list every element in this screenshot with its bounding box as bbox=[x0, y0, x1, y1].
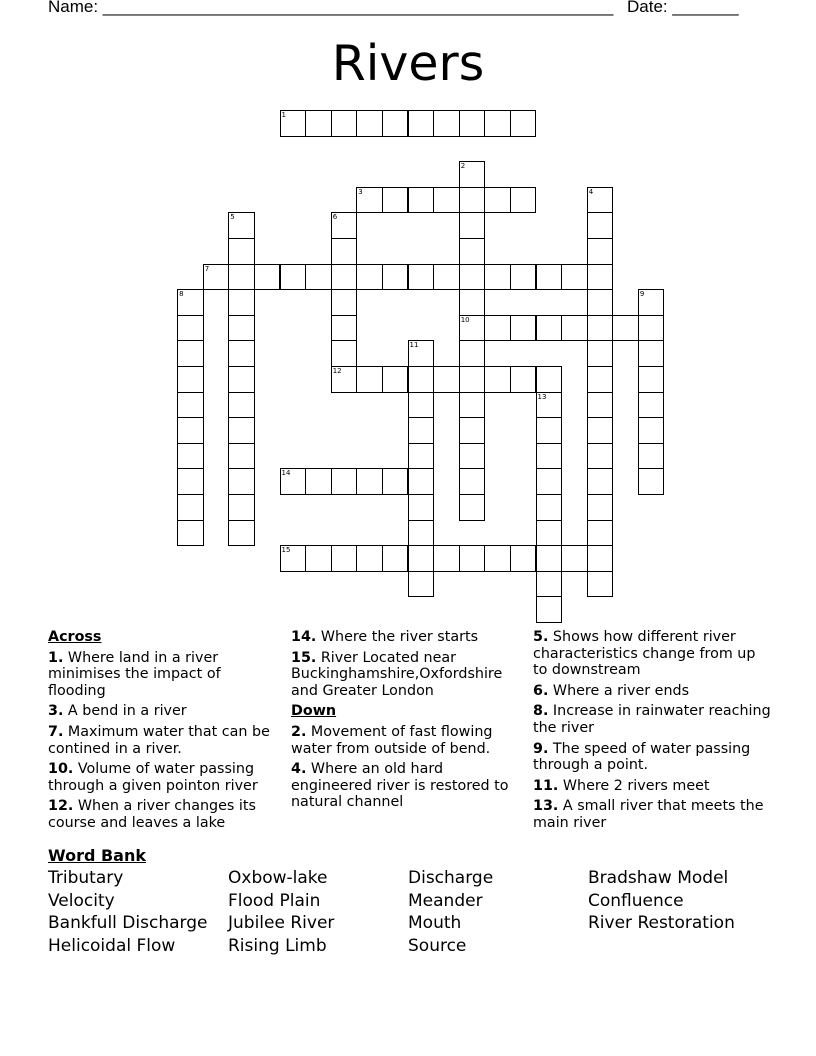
grid-cell[interactable] bbox=[408, 110, 435, 137]
grid-cell[interactable] bbox=[331, 110, 358, 137]
word-bank-title: Word Bank bbox=[48, 846, 147, 865]
clue-number: 10 bbox=[460, 315, 470, 324]
grid-cell[interactable] bbox=[587, 545, 614, 572]
grid-cell[interactable] bbox=[536, 443, 563, 470]
grid-cell[interactable] bbox=[459, 187, 486, 214]
clue-number: 4. bbox=[291, 761, 307, 778]
word-bank-item: Bradshaw Model bbox=[588, 868, 729, 888]
clue-text: The speed of water passing through a point. bbox=[533, 740, 751, 774]
clue bbox=[48, 724, 270, 757]
grid-cell[interactable] bbox=[484, 110, 511, 137]
grid-cell[interactable] bbox=[587, 289, 614, 316]
grid-cell[interactable] bbox=[459, 110, 486, 137]
clue-number: 1 bbox=[281, 111, 286, 119]
word-bank-item: Source bbox=[408, 935, 467, 956]
word-bank-item: Rising Limb bbox=[228, 935, 327, 956]
grid-cell[interactable] bbox=[484, 264, 511, 291]
grid-cell[interactable] bbox=[536, 571, 563, 598]
grid-cell[interactable] bbox=[459, 315, 486, 342]
grid-cell[interactable] bbox=[356, 468, 383, 495]
clue-number: 6 bbox=[332, 213, 338, 222]
grid-cell[interactable] bbox=[587, 187, 614, 214]
grid-cell[interactable] bbox=[408, 340, 435, 367]
clue bbox=[533, 798, 773, 831]
word-bank-item: Confluence bbox=[588, 890, 684, 911]
clue-number: 14 bbox=[281, 469, 291, 478]
grid-cell[interactable] bbox=[510, 545, 537, 572]
grid-cell[interactable] bbox=[228, 315, 255, 342]
date-field-label[interactable]: Date: _______ bbox=[627, 0, 739, 16]
clue-number: 2 bbox=[460, 162, 466, 171]
grid-cell[interactable] bbox=[331, 289, 358, 316]
grid-cell[interactable] bbox=[638, 443, 665, 470]
grid-cell[interactable] bbox=[177, 289, 204, 316]
clue-number: 3. bbox=[48, 703, 64, 720]
grid-cell[interactable] bbox=[510, 264, 537, 291]
grid-cell[interactable] bbox=[536, 417, 563, 444]
clue-section-heading: Down bbox=[291, 703, 337, 720]
grid-cell[interactable] bbox=[536, 545, 563, 572]
grid-cell[interactable] bbox=[510, 110, 537, 137]
grid-cell[interactable] bbox=[177, 520, 204, 547]
word-bank-item: Oxbow-lake bbox=[228, 868, 328, 888]
grid-cell[interactable] bbox=[177, 366, 204, 393]
clue-number: 11. bbox=[533, 777, 559, 794]
clue bbox=[291, 724, 521, 757]
grid-cell[interactable] bbox=[356, 545, 383, 572]
clue-column-2 bbox=[291, 629, 521, 815]
grid-cell[interactable] bbox=[459, 264, 486, 291]
grid-cell[interactable] bbox=[305, 110, 332, 137]
clue-number: 8. bbox=[533, 703, 549, 720]
grid-cell[interactable] bbox=[459, 468, 486, 495]
grid-cell[interactable] bbox=[433, 264, 460, 291]
clue-text: Volume of water passing through a given pointon river bbox=[48, 761, 258, 794]
grid-cell[interactable] bbox=[459, 392, 486, 419]
clue-text: Movement of fast flowing water from outside of bend. bbox=[291, 723, 493, 757]
grid-cell[interactable] bbox=[433, 545, 460, 572]
clue-number: 4 bbox=[588, 187, 594, 196]
grid-cell[interactable] bbox=[536, 264, 563, 291]
clue-number: 6. bbox=[533, 682, 549, 699]
grid-cell[interactable] bbox=[177, 494, 204, 521]
grid-cell[interactable] bbox=[203, 264, 230, 291]
word-bank-item: Meander bbox=[408, 890, 483, 911]
grid-cell[interactable] bbox=[280, 110, 307, 137]
clue-text: Where a river ends bbox=[548, 682, 690, 699]
grid-cell[interactable] bbox=[459, 443, 486, 470]
grid-cell[interactable] bbox=[382, 468, 409, 495]
clue-number: 9. bbox=[533, 740, 549, 757]
clue-number: 10. bbox=[48, 761, 74, 778]
grid-cell[interactable] bbox=[228, 468, 255, 495]
grid-cell[interactable] bbox=[408, 494, 435, 521]
grid-cell[interactable] bbox=[331, 238, 358, 265]
grid-cell[interactable] bbox=[254, 264, 281, 291]
clue bbox=[533, 778, 773, 795]
name-field-label[interactable]: Name: ______________________________________________________ bbox=[48, 0, 614, 16]
grid-cell[interactable] bbox=[382, 187, 409, 214]
clue-number: 1. bbox=[48, 649, 64, 666]
clue-number: 2. bbox=[291, 723, 307, 740]
clue-number: 13 bbox=[537, 392, 547, 401]
grid-cell[interactable] bbox=[408, 366, 435, 393]
grid-cell[interactable] bbox=[228, 212, 255, 239]
grid-cell[interactable] bbox=[459, 417, 486, 444]
clue-text: Maximum water that can be contined in a river. bbox=[48, 723, 270, 757]
clue-number: 12 bbox=[332, 367, 342, 375]
grid-cell[interactable] bbox=[459, 366, 486, 393]
clue bbox=[533, 629, 773, 679]
grid-cell[interactable] bbox=[638, 315, 665, 342]
grid-cell[interactable] bbox=[408, 443, 435, 470]
clue-number: 3 bbox=[358, 187, 363, 196]
grid-cell[interactable] bbox=[561, 315, 588, 342]
grid-cell[interactable] bbox=[459, 212, 486, 239]
grid-cell[interactable] bbox=[536, 315, 563, 342]
grid-cell[interactable] bbox=[228, 366, 255, 393]
clue-text: Increase in rainwater reaching the river bbox=[533, 703, 771, 736]
clue bbox=[48, 703, 270, 720]
clue bbox=[291, 629, 521, 646]
grid-cell[interactable] bbox=[382, 545, 409, 572]
clue-text: Where land in a river minimises the impact of flooding bbox=[48, 649, 221, 699]
grid-cell[interactable] bbox=[382, 264, 409, 291]
grid-cell[interactable] bbox=[228, 264, 255, 291]
word-bank-item: Velocity bbox=[48, 890, 115, 911]
grid-cell[interactable] bbox=[305, 468, 332, 495]
grid-cell[interactable] bbox=[408, 187, 435, 214]
grid-cell[interactable] bbox=[638, 417, 665, 444]
clue-number: 8 bbox=[179, 290, 184, 299]
clue-text: A small river that meets the main river bbox=[533, 798, 764, 831]
grid-cell[interactable] bbox=[587, 392, 614, 419]
grid-cell[interactable] bbox=[228, 392, 255, 419]
grid-cell[interactable] bbox=[305, 264, 332, 291]
grid-cell[interactable] bbox=[587, 571, 614, 598]
clue bbox=[533, 683, 773, 700]
grid-cell[interactable] bbox=[280, 468, 307, 495]
clue-text: Where the river starts bbox=[316, 629, 479, 645]
grid-cell[interactable] bbox=[536, 366, 563, 393]
word-bank-item: River Restoration bbox=[588, 913, 735, 934]
word-bank-item: Discharge bbox=[408, 868, 494, 888]
grid-cell[interactable] bbox=[331, 468, 358, 495]
grid-cell[interactable] bbox=[587, 340, 614, 367]
grid-cell[interactable] bbox=[331, 212, 358, 239]
grid-cell[interactable] bbox=[459, 161, 486, 188]
grid-cell[interactable] bbox=[638, 340, 665, 367]
grid-cell[interactable] bbox=[561, 545, 588, 572]
grid-cell[interactable] bbox=[459, 340, 486, 367]
grid-cell[interactable] bbox=[459, 289, 486, 316]
grid-cell[interactable] bbox=[484, 366, 511, 393]
grid-cell[interactable] bbox=[305, 545, 332, 572]
grid-cell[interactable] bbox=[536, 494, 563, 521]
grid-cell[interactable] bbox=[638, 468, 665, 495]
grid-cell[interactable] bbox=[587, 468, 614, 495]
clue bbox=[48, 798, 270, 831]
grid-cell[interactable] bbox=[228, 417, 255, 444]
clue-number: 5 bbox=[230, 213, 235, 222]
grid-cell[interactable] bbox=[587, 494, 614, 521]
grid-cell[interactable] bbox=[433, 187, 460, 214]
clue-number: 11 bbox=[409, 341, 419, 350]
grid-cell[interactable] bbox=[510, 315, 537, 342]
grid-cell[interactable] bbox=[228, 289, 255, 316]
clue-column-3 bbox=[533, 629, 773, 836]
page-title: Rivers bbox=[331, 35, 485, 92]
word-bank-item: Bankfull Discharge bbox=[48, 913, 208, 934]
grid-cell[interactable] bbox=[536, 392, 563, 419]
grid-cell[interactable] bbox=[331, 264, 358, 291]
grid-cell[interactable] bbox=[587, 264, 614, 291]
grid-cell[interactable] bbox=[228, 520, 255, 547]
grid-cell[interactable] bbox=[459, 494, 486, 521]
clue bbox=[291, 761, 521, 811]
grid-cell[interactable] bbox=[536, 520, 563, 547]
grid-cell[interactable] bbox=[408, 264, 435, 291]
grid-cell[interactable] bbox=[587, 443, 614, 470]
grid-cell[interactable] bbox=[612, 315, 639, 342]
grid-cell[interactable] bbox=[638, 289, 665, 316]
grid-cell[interactable] bbox=[408, 545, 435, 572]
word-bank-item: Jubilee River bbox=[228, 913, 335, 934]
clue-number: 14. bbox=[291, 629, 317, 645]
word-bank-item: Helicoidal Flow bbox=[48, 935, 176, 956]
grid-cell[interactable] bbox=[561, 264, 588, 291]
grid-cell[interactable] bbox=[433, 110, 460, 137]
grid-cell[interactable] bbox=[280, 264, 307, 291]
clue-number: 7 bbox=[204, 264, 210, 273]
grid-cell[interactable] bbox=[587, 520, 614, 547]
grid-cell[interactable] bbox=[638, 366, 665, 393]
grid-cell[interactable] bbox=[587, 417, 614, 444]
grid-cell[interactable] bbox=[510, 187, 537, 214]
grid-cell[interactable] bbox=[280, 545, 307, 572]
grid-cell[interactable] bbox=[177, 392, 204, 419]
grid-cell[interactable] bbox=[587, 366, 614, 393]
grid-cell[interactable] bbox=[484, 545, 511, 572]
clue bbox=[533, 741, 773, 774]
clue bbox=[291, 650, 521, 700]
grid-cell[interactable] bbox=[638, 392, 665, 419]
grid-cell[interactable] bbox=[408, 520, 435, 547]
grid-cell[interactable] bbox=[356, 110, 383, 137]
grid-cell[interactable] bbox=[177, 417, 204, 444]
clue-section-heading: Across bbox=[48, 629, 102, 645]
clue-number: 5. bbox=[533, 629, 549, 645]
grid-cell[interactable] bbox=[587, 238, 614, 265]
grid-cell[interactable] bbox=[177, 340, 204, 367]
grid-cell[interactable] bbox=[177, 443, 204, 470]
grid-cell[interactable] bbox=[587, 212, 614, 239]
grid-cell[interactable] bbox=[356, 264, 383, 291]
grid-cell[interactable] bbox=[433, 366, 460, 393]
clue-number: 15. bbox=[291, 649, 317, 666]
clue-column-1 bbox=[48, 629, 270, 836]
grid-cell[interactable] bbox=[536, 468, 563, 495]
grid-cell[interactable] bbox=[177, 315, 204, 342]
clue bbox=[48, 761, 270, 794]
grid-cell[interactable] bbox=[382, 110, 409, 137]
grid-cell[interactable] bbox=[408, 468, 435, 495]
grid-cell[interactable] bbox=[331, 340, 358, 367]
grid-cell[interactable] bbox=[536, 596, 563, 623]
grid-cell[interactable] bbox=[356, 187, 383, 214]
grid-cell[interactable] bbox=[331, 315, 358, 342]
grid-cell[interactable] bbox=[587, 315, 614, 342]
clue-text: Where an old hard engineered river is restored to natural channel bbox=[291, 761, 509, 811]
grid-cell[interactable] bbox=[408, 417, 435, 444]
clue-number: 13. bbox=[533, 798, 559, 815]
grid-cell[interactable] bbox=[228, 340, 255, 367]
grid-cell[interactable] bbox=[356, 366, 383, 393]
clue-text: When a river changes its course and leaves a lake bbox=[48, 798, 256, 831]
clue-text: A bend in a river bbox=[63, 703, 187, 720]
grid-cell[interactable] bbox=[177, 468, 204, 495]
clue-number: 9 bbox=[639, 290, 645, 299]
clue-text: Where 2 rivers meet bbox=[558, 777, 710, 794]
grid-cell[interactable] bbox=[484, 315, 511, 342]
grid-cell[interactable] bbox=[484, 187, 511, 214]
clue bbox=[533, 703, 773, 736]
grid-cell[interactable] bbox=[408, 392, 435, 419]
grid-cell[interactable] bbox=[331, 366, 358, 393]
clue-text: River Located near Buckinghamshire,Oxfordshire and Greater London bbox=[291, 649, 503, 699]
grid-cell[interactable] bbox=[510, 366, 537, 393]
grid-cell[interactable] bbox=[459, 238, 486, 265]
grid-cell[interactable] bbox=[228, 443, 255, 470]
clue-number: 12. bbox=[48, 798, 74, 815]
grid-cell[interactable] bbox=[228, 494, 255, 521]
grid-cell[interactable] bbox=[408, 571, 435, 598]
word-bank-item: Mouth bbox=[408, 913, 462, 934]
clue-number: 7. bbox=[48, 723, 64, 740]
grid-cell[interactable] bbox=[228, 238, 255, 265]
clue-text: Shows how different river characteristics change from up to downstream bbox=[533, 629, 756, 679]
grid-cell[interactable] bbox=[331, 545, 358, 572]
clue-number: 15 bbox=[281, 546, 291, 555]
word-bank-item: Tributary bbox=[48, 868, 124, 888]
grid-cell[interactable] bbox=[459, 545, 486, 572]
grid-cell[interactable] bbox=[382, 366, 409, 393]
clue bbox=[48, 650, 270, 700]
word-bank-item: Flood Plain bbox=[228, 890, 321, 911]
